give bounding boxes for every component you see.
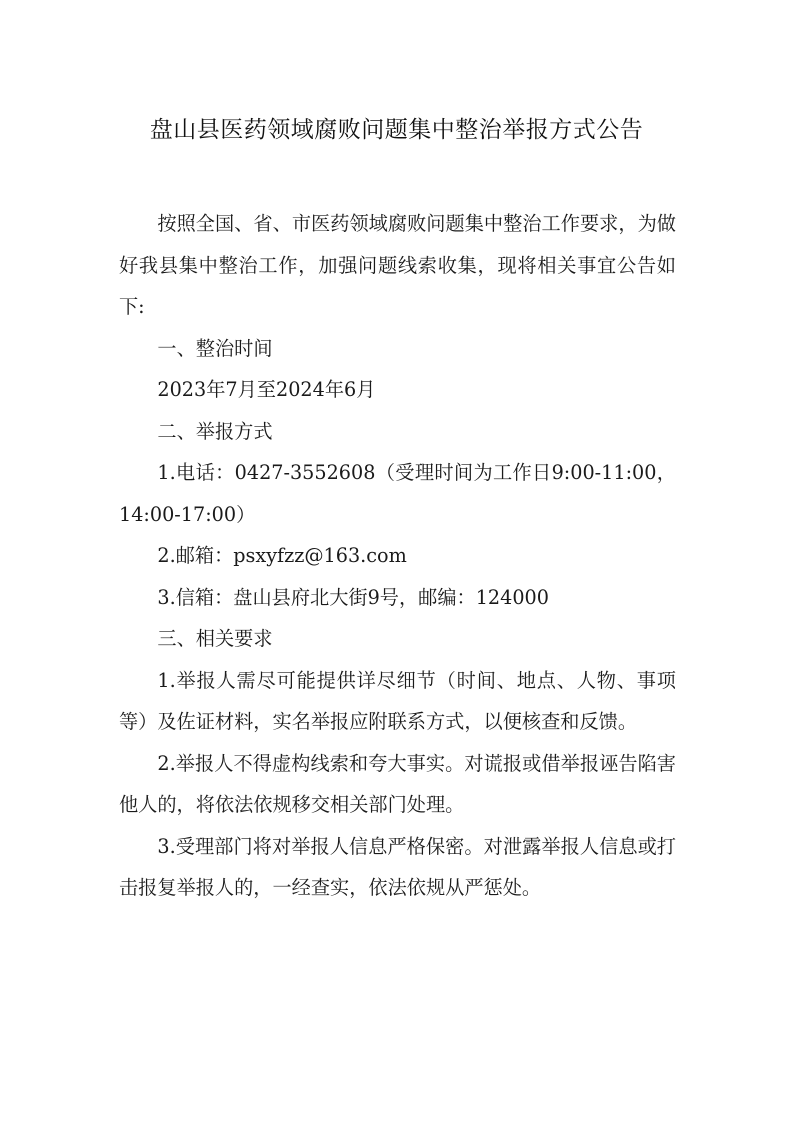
email-text: 2.邮箱：psxyfzz@163.com (157, 544, 407, 567)
requirement-2: 2.举报人不得虚构线索和夸大事实。对谎报或借举报诬告陷害他人的，将依法依规移交相关部门处理。 (119, 751, 676, 816)
phone-text: 1.电话：0427-3552608（受理时间为工作日9:00-11:00，14:00-17:00） (119, 461, 676, 526)
section-heading-period: 一、整治时间 (157, 336, 273, 360)
mailbox-text: 3.信箱：盘山县府北大街9号，邮编：124000 (157, 585, 549, 609)
section-heading-requirements: 三、相关要求 (157, 627, 273, 650)
section-heading-methods: 二、举报方式 (157, 419, 273, 443)
period-text: 2023年7月至2024年6月 (157, 378, 376, 401)
intro-paragraph: 按照全国、省、市医药领域腐败问题集中整治工作要求，为做好我县集中整治工作，加强问题线索收集，现将相关事宜公告如下: (119, 212, 676, 318)
document-body (119, 203, 676, 909)
document-title: 盘山县医药领域腐败问题集中整治举报方式公告 (149, 117, 644, 143)
requirement-3: 3.受理部门将对举报人信息严格保密。对泄露举报人信息或打击报复举报人的，一经查实，依法依规从严惩处。 (119, 834, 676, 899)
requirement-1: 1.举报人需尽可能提供详尽细节（时间、地点、人物、事项等）及佐证材料，实名举报应附联系方式，以便核查和反馈。 (119, 668, 676, 733)
